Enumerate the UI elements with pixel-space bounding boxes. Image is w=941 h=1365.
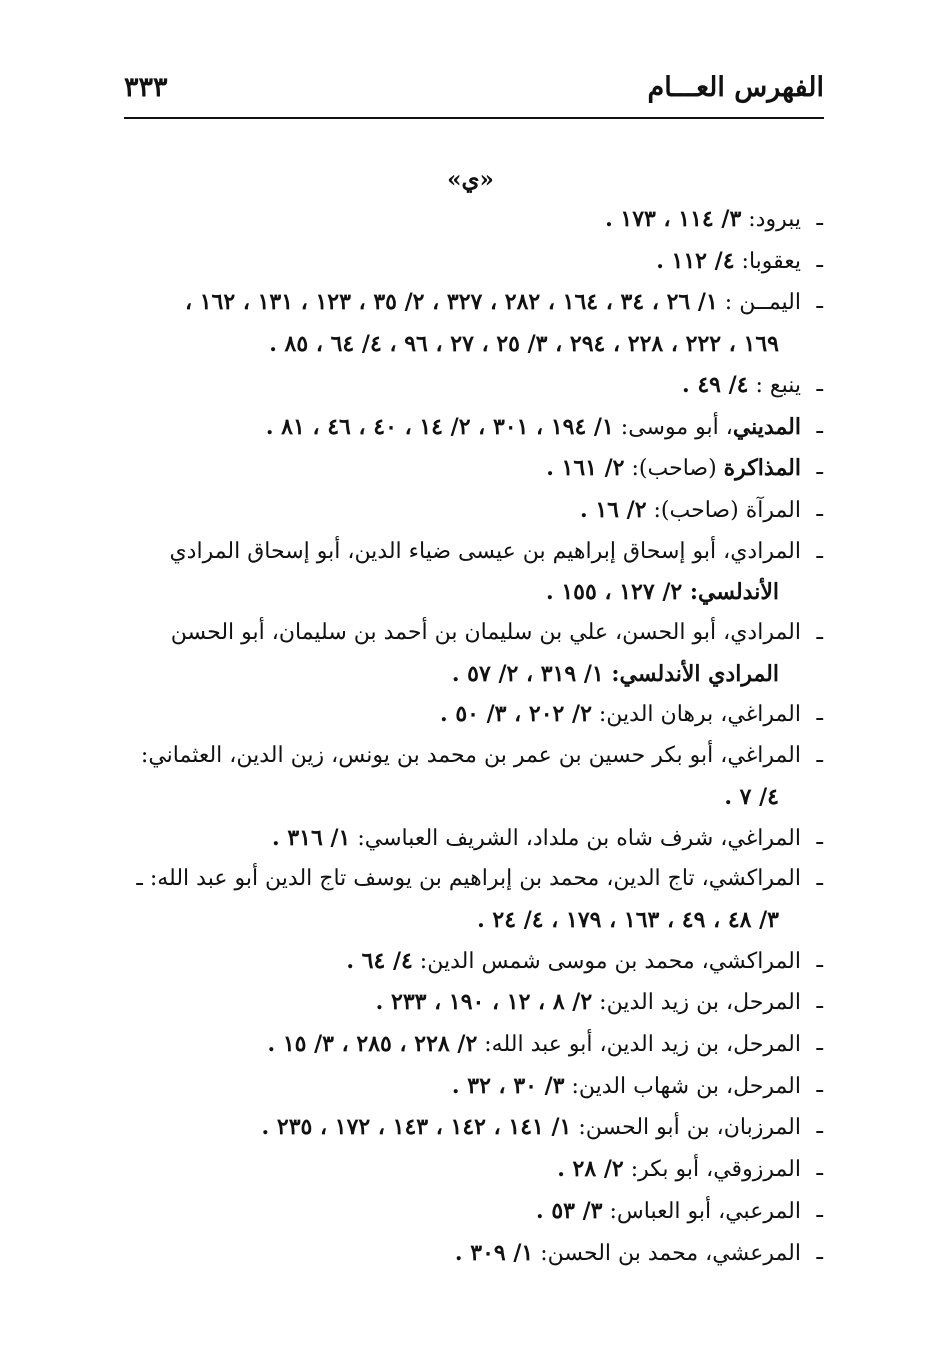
entry-dash: ـ	[816, 1239, 823, 1265]
page-header	[124, 66, 824, 110]
entry-name: المرادي	[730, 620, 801, 646]
section-letter: «ي»	[447, 166, 494, 193]
entry-refs: ١/ ٢٦ ، ٣٤ ، ١٦٤ ، ٢٨٢ ، ٣٢٧ ، ٢/ ٣٥ ، ١٢٣ ، ١٣١ ، ١٦٢ ،	[184, 289, 718, 316]
entry-name: المرادي	[730, 538, 801, 564]
entry-continuation: المرادي الأندلسي: ١/ ٣١٩ ، ٢/ ٥٧ .	[451, 660, 779, 687]
entry-dash: ـ	[816, 1156, 823, 1182]
entry-dash: ـ	[816, 206, 823, 231]
index-entry	[123, 1066, 823, 1108]
entry-dash: ـ	[816, 620, 823, 646]
entry-text: ، أبو بكر:	[623, 1157, 714, 1183]
entry-text: ، تاج الدين، محمد بن إبراهيم بن يوسف تاج الدين أبو عبد الله: ـ	[136, 866, 709, 892]
entry-name: المراغي	[727, 702, 801, 728]
entry-continuation: الأندلسي: ٢/ ١٢٧ ، ١٥٥ .	[546, 579, 779, 606]
index-entry	[123, 694, 823, 736]
entry-refs: ٢/ ٢٢٨ ، ٢٨٥ ، ٣/ ١٥ .	[267, 1031, 478, 1058]
entry-dash: ـ	[816, 371, 823, 397]
entry-refs: ٢/ ٨ ، ١٢ ، ١٩٠ ، ٢٣٣ .	[375, 989, 593, 1016]
entry-name: المراكشي	[708, 866, 801, 892]
entry-text: ، أبو العباس:	[602, 1198, 726, 1224]
index-entry	[123, 736, 823, 817]
entry-refs: ١/ ٣١٦ .	[272, 824, 351, 851]
entry-dash: ـ	[816, 989, 823, 1015]
entry-dash: ـ	[816, 496, 823, 522]
entry-refs: ٢/ ٢٠٢ ، ٣/ ٥٠ .	[440, 701, 592, 728]
entry-name: ينبع	[769, 372, 801, 398]
entry-refs: ٤/ ١١٢ .	[656, 247, 735, 274]
entry-refs: ٣/ ٥٣ .	[536, 1197, 603, 1224]
entry-name: المرحل	[733, 1032, 801, 1058]
entry-text: ، محمد بن الحسن:	[533, 1240, 713, 1266]
header-rule	[124, 117, 824, 119]
entry-text: ، شرف شاه بن ملداد، الشريف العباسي:	[350, 825, 728, 851]
entry-dash: ـ	[816, 866, 823, 892]
page-number: ٣٣٣	[124, 72, 168, 103]
entry-dash: ـ	[816, 701, 823, 727]
entry-text: ، بن زيد الدين:	[592, 990, 734, 1016]
entry-dash: ـ	[816, 1114, 823, 1140]
entry-name: المرزبان	[723, 1115, 801, 1141]
entry-dash: ـ	[816, 947, 823, 973]
entry-continuation: ٤/ ٧ .	[724, 783, 779, 810]
index-entry	[123, 818, 823, 860]
index-entry	[123, 532, 823, 613]
entry-name: المراكشي	[708, 948, 801, 974]
entry-refs: ١/ ١٩٤ ، ٣٠١ ، ٢/ ١٤ ، ٤٠ ، ٤٦ ، ٨١ .	[265, 413, 614, 440]
entry-sep: :	[717, 290, 740, 316]
index-entry	[123, 199, 823, 241]
index-entry	[123, 448, 823, 490]
entry-name: المرحل	[733, 1073, 801, 1099]
entry-name: المديني	[732, 413, 801, 440]
entry-name: المرآة	[745, 497, 801, 523]
entry-refs: ٢/ ١٦ .	[580, 496, 647, 523]
entry-name: المرزوقي	[713, 1157, 801, 1183]
index-entry	[123, 365, 823, 407]
entry-sep: :	[748, 372, 770, 398]
entry-refs: ٣/ ٣٠ ، ٣٢ .	[451, 1072, 565, 1099]
entry-refs: ٤/ ٦٤ .	[346, 947, 413, 974]
entry-text: ، أبو بكر حسين بن عمر بن محمد بن يونس، زين الدين، العثماني:	[140, 743, 728, 769]
entry-dash: ـ	[816, 538, 823, 564]
header-title: الفهرس العـــام	[647, 72, 824, 103]
entry-continuation: ١٦٩ ، ٢٢٢ ، ٢٢٨ ، ٢٩٤ ، ٣/ ٢٥ ، ٢٧ ، ٩٦ ، ٤/ ٦٤ ، ٨٥ .	[269, 331, 779, 358]
entry-sep: :	[734, 248, 749, 274]
entry-text: (صاحب):	[646, 497, 746, 523]
entry-dash: ـ	[816, 247, 823, 273]
entry-text: (صاحب):	[624, 456, 724, 482]
entry-dash: ـ	[816, 743, 823, 769]
entry-dash: ـ	[816, 455, 823, 481]
index-entry	[123, 1191, 823, 1233]
entry-text: ، أبو إسحاق إبراهيم بن عيسى ضياء الدين، أبو إسحاق المرادي	[169, 538, 731, 564]
index-entry	[123, 859, 823, 940]
entry-text: ، أبو الحسن، علي بن سليمان بن أحمد بن سليمان، أبو الحسن	[170, 620, 731, 646]
entry-text: ، بن أبو الحسن:	[571, 1115, 724, 1141]
entry-refs: ١/ ١٤١ ، ١٤٢ ، ١٤٣ ، ١٧٢ ، ٢٣٥ .	[261, 1114, 572, 1141]
entry-name: المذاكرة	[723, 455, 801, 482]
entry-text: ، محمد بن موسى شمس الدين:	[412, 948, 709, 974]
entry-name: اليمــن	[739, 290, 801, 316]
index-entry	[123, 407, 823, 449]
entry-text: ، بن شهاب الدين:	[564, 1073, 734, 1099]
entry-refs: ٢/ ٢٨ .	[557, 1156, 624, 1183]
entry-name: يبرود	[755, 207, 801, 232]
entry-dash: ـ	[816, 1072, 823, 1098]
entry-sep: :	[741, 207, 756, 232]
index-entry	[123, 1233, 823, 1275]
entry-dash: ـ	[816, 413, 823, 439]
index-entries	[123, 199, 823, 1274]
entry-text: ، بن زيد الدين، أبو عبد الله:	[477, 1032, 734, 1058]
index-entry	[123, 282, 823, 364]
entry-name: المراغي	[727, 743, 801, 769]
entry-refs: ١/ ٣٠٩ .	[454, 1239, 534, 1266]
entry-text: ، برهان الدين:	[591, 702, 728, 728]
entry-dash: ـ	[816, 1031, 823, 1057]
index-entry	[123, 941, 823, 983]
entry-refs: ٣/ ١١٤ ، ١٧٣ .	[605, 206, 742, 232]
entry-text: ، أبو موسى:	[613, 414, 733, 440]
entry-refs: ٤/ ٤٩ .	[681, 371, 749, 398]
index-entry	[123, 241, 823, 283]
entry-dash: ـ	[816, 824, 823, 850]
entry-name: المراغي	[727, 825, 801, 851]
index-entry	[123, 1149, 823, 1191]
index-entry	[123, 1107, 823, 1149]
entry-name: المرعبي	[725, 1198, 801, 1224]
index-entry	[123, 982, 823, 1024]
entry-continuation: ٣/ ٤٨ ، ٤٩ ، ١٦٣ ، ١٧٩ ، ٤/ ٢٤ .	[477, 906, 779, 933]
index-entry	[123, 490, 823, 532]
index-entry	[123, 613, 823, 694]
index-entry	[123, 1024, 823, 1066]
entry-dash: ـ	[816, 1197, 823, 1223]
entry-refs: ٢/ ١٦١ .	[546, 455, 625, 482]
entry-name: المرحل	[733, 990, 801, 1016]
entry-name: المرعشي	[712, 1240, 801, 1266]
entry-name: يعقوبا	[748, 248, 801, 274]
entry-dash: ـ	[816, 289, 823, 315]
